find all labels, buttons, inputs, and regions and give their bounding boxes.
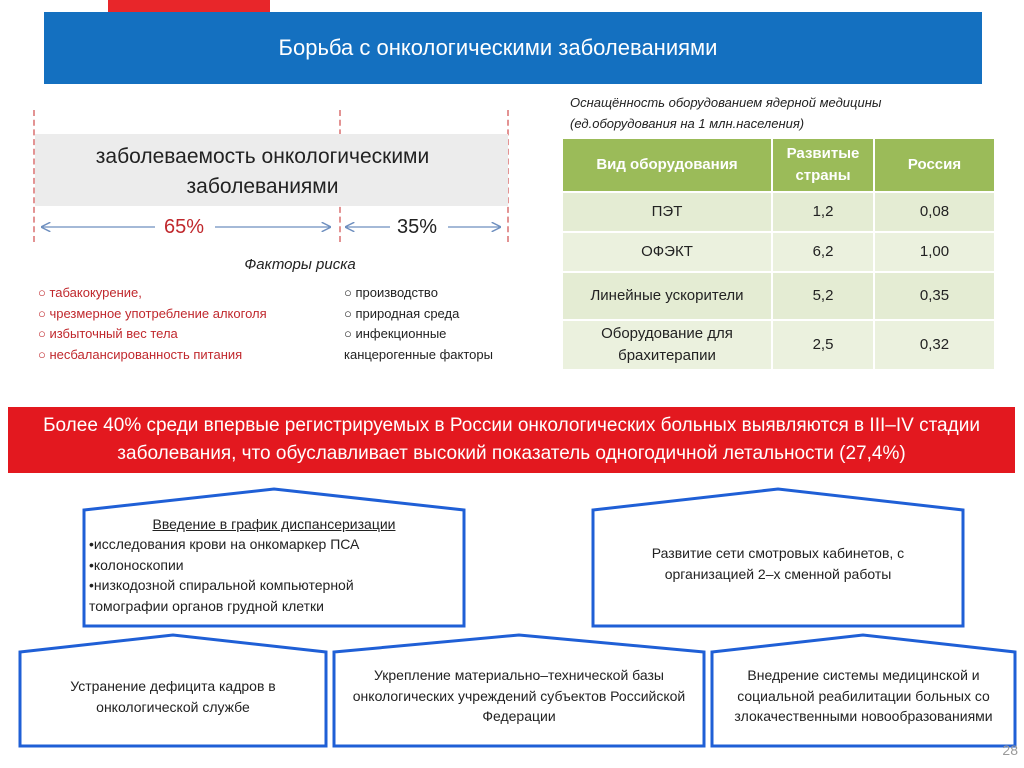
- list-item: ○ избыточный вес тела: [38, 326, 178, 341]
- cell-developed: 6,2: [773, 233, 873, 271]
- cell-developed: 2,5: [773, 321, 873, 369]
- equipment-caption-line1: Оснащённость оборудованием ядерной медицины: [570, 95, 882, 110]
- list-item: ○ инфекционные: [344, 326, 447, 341]
- page-number: 28: [1002, 742, 1018, 758]
- list-item: канцерогенные факторы: [344, 346, 493, 362]
- cell-type: Линейные ускорители: [563, 273, 771, 319]
- list-item: ○ табакокурение,: [38, 285, 142, 300]
- late-diagnosis-banner: [8, 407, 1015, 473]
- measure-infrastructure-box: [331, 632, 707, 750]
- column-header-developed: Развитые страны: [773, 139, 873, 191]
- risk-factors-environment-list: [344, 283, 493, 365]
- percent-35: 35%: [397, 216, 438, 238]
- screening-title: [91, 514, 457, 535]
- cell-russia: 0,32: [875, 321, 994, 369]
- equipment-caption-line2: (ед.оборудования на 1 млн.населения): [570, 116, 805, 131]
- slide-title-bar: [44, 12, 982, 84]
- table-header-row: [563, 139, 994, 191]
- incidence-label-line2: заболеваниями: [186, 175, 339, 198]
- list-item: •низкодозной спиральной компьютерной: [89, 577, 354, 593]
- percent-arrows: [30, 218, 510, 238]
- list-item: •исследования крови на онкомаркер ПСА: [89, 536, 360, 552]
- measure-exam-rooms-box: [590, 486, 966, 630]
- table-row: [563, 233, 994, 271]
- cell-russia: 1,00: [875, 233, 994, 271]
- cell-type: Оборудование для брахитерапии: [563, 321, 771, 369]
- column-header-type: Вид оборудования: [563, 139, 771, 191]
- equipment-caption: [570, 92, 990, 134]
- measure-staff-box: [17, 632, 329, 750]
- measure-rehabilitation-box: [709, 632, 1018, 750]
- list-item: ○ природная среда: [344, 305, 460, 321]
- cell-type: ОФЭКТ: [563, 233, 771, 271]
- slide-title: Борьба с онкологическими заболеваниями: [278, 35, 718, 60]
- cell-russia: 0,35: [875, 273, 994, 319]
- risk-factors-title: Факторы риска: [244, 256, 356, 273]
- screening-title-text: Введение в график диспансеризации: [152, 516, 396, 532]
- cell-russia: 0,08: [875, 193, 994, 231]
- top-accent-bar: [108, 0, 270, 12]
- banner-text: Более 40% среди впервые регистрируемых в России онкологических больных выявляются в III–IV стадии заболевания, что обуславливает высокий показатель одногодичной летальности (27,4%): [43, 415, 980, 464]
- risk-factors-lifestyle-list: [38, 283, 267, 365]
- percent-65: 65%: [164, 216, 205, 238]
- table-row: [563, 321, 994, 369]
- screening-list: [89, 534, 463, 616]
- equipment-table: [561, 137, 996, 371]
- table-row: [563, 193, 994, 231]
- list-item: •колоноскопии: [89, 556, 184, 573]
- cell-developed: 5,2: [773, 273, 873, 319]
- exam-rooms-text: Развитие сети смотровых кабинетов, с организацией 2–х сменной работы: [651, 545, 905, 582]
- measure-screening-box: [81, 486, 467, 630]
- list-item: томографии органов грудной клетки: [89, 597, 324, 614]
- incidence-label-line1: заболеваемость онкологическими: [95, 145, 430, 168]
- cell-developed: 1,2: [773, 193, 873, 231]
- list-item: ○ несбалансированность питания: [38, 346, 243, 362]
- list-item: ○ чрезмерное употребление алкоголя: [38, 305, 267, 321]
- infrastructure-text: Укрепление материально–технической базы онкологических учреждений субъектов Российской Федерации: [352, 667, 686, 724]
- list-item: ○ производство: [344, 285, 438, 300]
- rehabilitation-text: Внедрение системы медицинской и социальной реабилитации больных со злокачественными новообразованиями: [734, 667, 993, 724]
- incidence-label: [35, 142, 490, 202]
- table-row: [563, 273, 994, 319]
- staff-text: Устранение дефицита кадров в онкологической службе: [70, 678, 276, 715]
- column-header-russia: Россия: [875, 139, 994, 191]
- cell-type: ПЭТ: [563, 193, 771, 231]
